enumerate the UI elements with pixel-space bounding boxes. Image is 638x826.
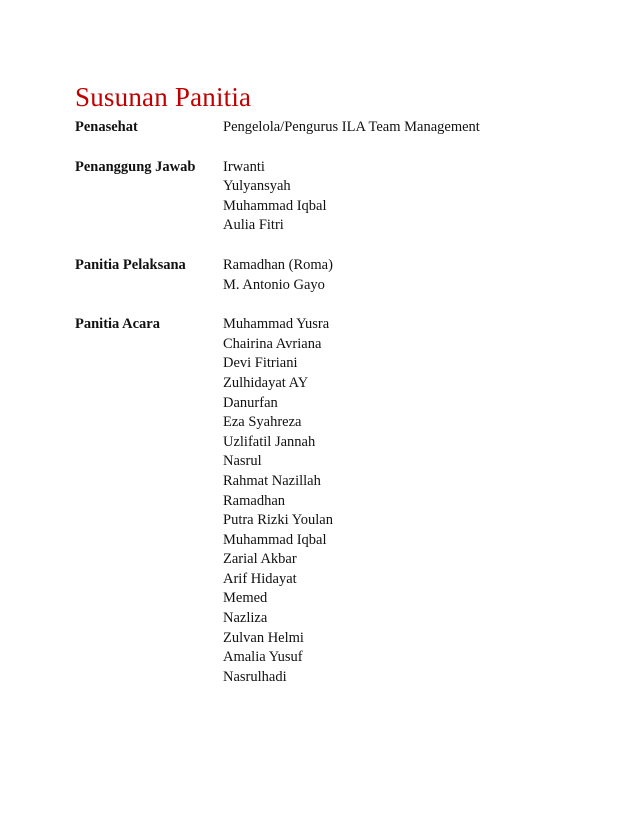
member-name: Uzlifatil Jannah <box>223 433 316 450</box>
role-label: Penanggung Jawab <box>75 158 196 175</box>
member-name: Ramadhan <box>223 492 286 509</box>
document-page <box>75 82 595 707</box>
member-name: Nasrul <box>223 453 262 470</box>
committee-section <box>75 315 595 687</box>
member-name: Irwanti <box>223 158 265 175</box>
member-name: Nasrulhadi <box>223 668 287 685</box>
member-list <box>223 256 595 295</box>
committee-sections <box>75 118 595 687</box>
member-name: Muhammad Yusra <box>223 316 330 333</box>
role-label: Panitia Pelaksana <box>75 256 186 273</box>
member-name: Pengelola/Pengurus ILA Team Management <box>223 119 480 135</box>
member-name: M. Antonio Gayo <box>223 276 325 293</box>
member-name: Muhammad Iqbal <box>223 531 327 548</box>
member-name: Muhammad Iqbal <box>223 197 327 214</box>
member-list <box>223 118 595 138</box>
member-list <box>223 315 595 687</box>
member-name: Aulia Fitri <box>223 217 284 234</box>
member-name: Zulhidayat AY <box>223 374 309 391</box>
document-title: Susunan Panitia <box>75 82 252 112</box>
member-name: Devi Fitriani <box>223 355 298 372</box>
member-name: Putra Rizki Youlan <box>223 512 333 529</box>
member-name: Ramadhan (Roma) <box>223 256 333 273</box>
committee-section <box>75 158 595 236</box>
member-name: Zarial Akbar <box>223 551 297 568</box>
member-name: Eza Syahreza <box>223 414 302 431</box>
role-label: Panitia Acara <box>75 316 160 333</box>
committee-section <box>75 256 595 295</box>
member-name: Zulvan Helmi <box>223 629 304 646</box>
member-name: Nazliza <box>223 610 268 627</box>
member-list <box>223 158 595 236</box>
member-name: Rahmat Nazillah <box>223 472 321 489</box>
committee-section <box>75 118 595 138</box>
member-name: Arif Hidayat <box>223 570 297 587</box>
member-name: Memed <box>223 590 268 607</box>
member-name: Chairina Avriana <box>223 335 322 352</box>
member-name: Yulyansyah <box>223 178 291 195</box>
member-name: Amalia Yusuf <box>223 649 303 666</box>
member-name: Danurfan <box>223 394 278 411</box>
role-label: Penasehat <box>75 119 138 135</box>
